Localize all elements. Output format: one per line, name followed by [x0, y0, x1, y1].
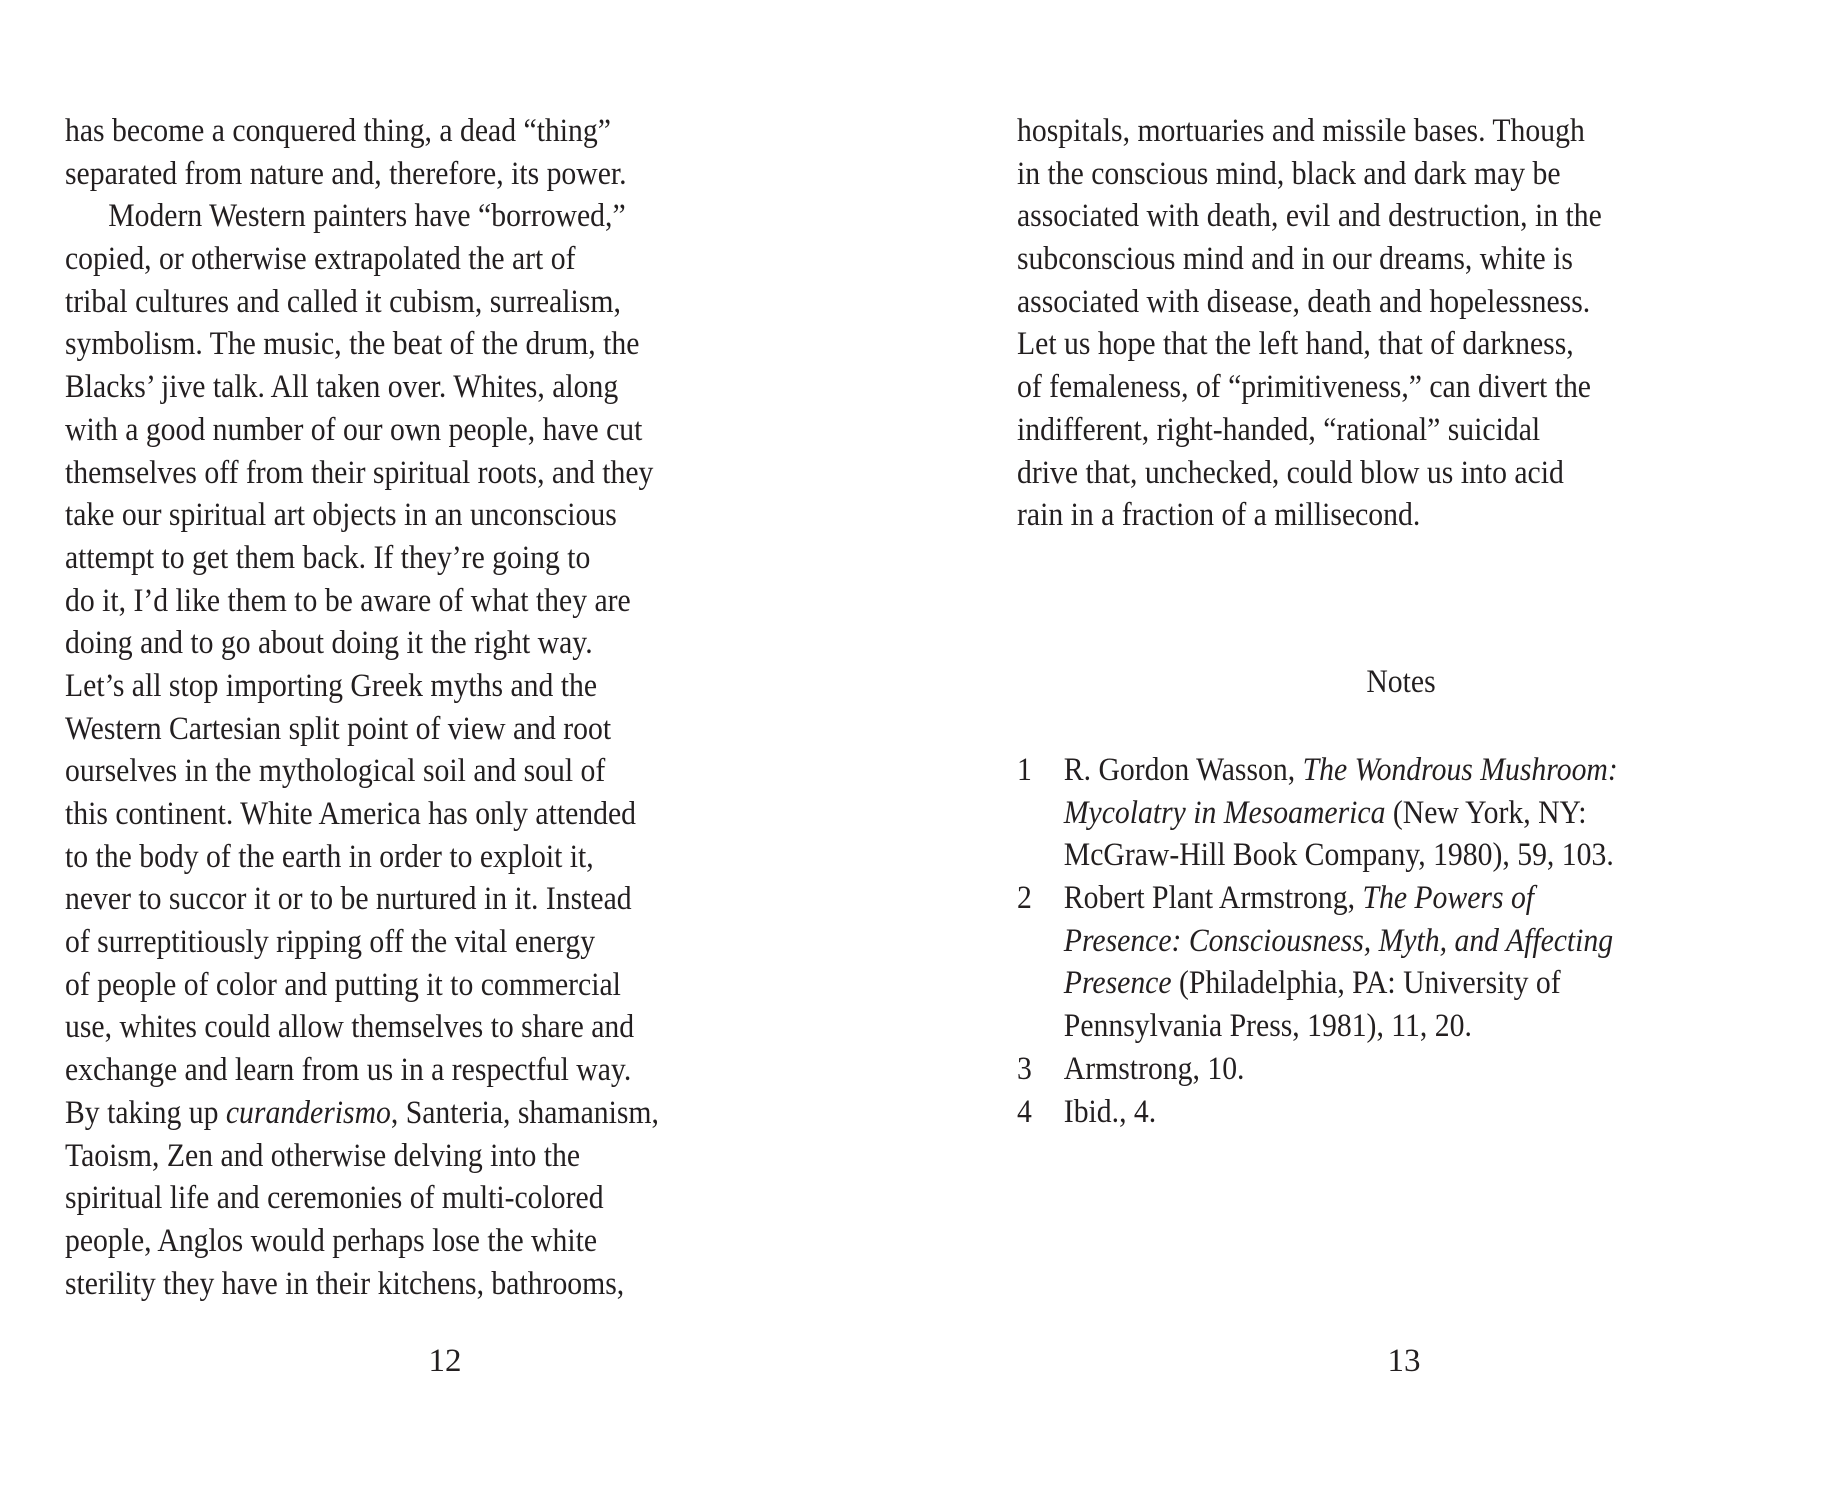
text-line: spiritual life and ceremonies of multi-colored — [65, 1180, 604, 1217]
text-line: Taoism, Zen and otherwise delving into the — [65, 1137, 581, 1174]
book-title: Presence: Consciousness, Myth, and Affecting — [1063, 922, 1614, 959]
page-number-left: 12 — [428, 1343, 462, 1379]
text-line: do it, I’d like them to be aware of what they are — [65, 582, 631, 619]
text-line: tribal cultures and called it cubism, surrealism, — [65, 283, 621, 320]
text-line: indifferent, right-handed, “rational” suicidal — [1017, 411, 1541, 448]
text-segment: (New York, NY: — [1385, 794, 1587, 831]
note-item — [1017, 1091, 1618, 1134]
text-line: sterility they have in their kitchens, bathrooms, — [65, 1265, 625, 1302]
text-line: associated with disease, death and hopelessness. — [1017, 283, 1591, 320]
text-line: rain in a fraction of a millisecond. — [1017, 497, 1421, 534]
note-text — [1064, 1091, 1156, 1134]
text-line: this continent. White America has only attended — [65, 796, 637, 832]
notes-list — [1017, 749, 1618, 1133]
text-segment: Armstrong, 10. — [1063, 1050, 1245, 1087]
book-title: Presence — [1063, 965, 1172, 1002]
paragraph-start-line: Modern Western painters have “borrowed,” — [108, 198, 626, 235]
text-line: of femaleness, of “primitiveness,” can divert the — [1017, 369, 1591, 406]
text-line: Blacks’ jive talk. All taken over. Whites, along — [65, 369, 619, 406]
text-line: symbolism. The music, the beat of the drum, the — [65, 326, 640, 363]
text-line: use, whites could allow themselves to share and — [65, 1009, 635, 1046]
text-segment: Ibid., 4. — [1063, 1093, 1157, 1130]
book-title: The Wondrous Mushroom: — [1302, 752, 1618, 788]
text-line: Let us hope that the left hand, that of darkness, — [1017, 326, 1574, 363]
text-segment: McGraw-Hill Book Company, 1980), 59, 103. — [1063, 837, 1614, 874]
text-line: Western Cartesian split point of view and root — [65, 710, 612, 747]
text-line: drive that, unchecked, could blow us into acid — [1017, 454, 1564, 491]
text-line: exchange and learn from us in a respectful way. — [65, 1052, 632, 1089]
text-line: in the conscious mind, black and dark may be — [1017, 155, 1561, 192]
text-segment: By taking up — [65, 1094, 226, 1131]
note-number: 3 — [1017, 1050, 1032, 1087]
note-text — [1064, 1048, 1245, 1091]
note-number: 4 — [1017, 1093, 1032, 1130]
text-line: themselves off from their spiritual roots, and they — [65, 454, 654, 491]
book-title: The Powers of — [1362, 880, 1535, 917]
text-segment: (Philadelphia, PA: University of — [1171, 965, 1561, 1002]
note-item — [1017, 1048, 1618, 1091]
text-line: never to succor it or to be nurtured in it. Instead — [65, 881, 632, 918]
italic-term: curanderismo — [225, 1094, 391, 1131]
text-line: with a good number of our own people, have cut — [65, 411, 643, 448]
text-line: take our spiritual art objects in an unconscious — [65, 497, 617, 534]
note-number: 1 — [1017, 752, 1032, 788]
text-line: attempt to get them back. If they’re going to — [65, 539, 591, 576]
text-line: subconscious mind and in our dreams, white is — [1017, 241, 1573, 278]
text-line: Let’s all stop importing Greek myths and the — [65, 667, 598, 704]
text-line: associated with death, evil and destruction, in the — [1017, 198, 1602, 235]
text-segment: , Santeria, shamanism, — [390, 1094, 659, 1131]
text-line: of people of color and putting it to commercial — [65, 966, 621, 1003]
text-segment: Robert Plant Armstrong, — [1063, 880, 1363, 917]
text-line: doing and to go about doing it the right way. — [65, 625, 593, 662]
text-line-with-italic — [65, 1092, 659, 1135]
page-number-right: 13 — [1387, 1343, 1421, 1379]
right-page — [921, 0, 1842, 1500]
note-item — [1017, 877, 1618, 1048]
text-line: ourselves in the mythological soil and soul of — [65, 753, 606, 790]
right-page-body-text — [1017, 110, 1602, 537]
note-item — [1017, 749, 1618, 877]
text-line: has become a conquered thing, a dead “thing” — [65, 113, 611, 149]
text-segment: R. Gordon Wasson, — [1063, 752, 1303, 788]
left-page-body-text — [65, 110, 659, 1305]
text-line: to the body of the earth in order to exploit it, — [65, 838, 594, 875]
text-line: hospitals, mortuaries and missile bases. Though — [1017, 113, 1585, 149]
text-line: copied, or otherwise extrapolated the art of — [65, 241, 576, 278]
note-text — [1064, 749, 1618, 877]
text-segment: Pennsylvania Press, 1981), 11, 20. — [1063, 1008, 1472, 1045]
note-text — [1064, 877, 1613, 1048]
book-title: Mycolatry in Mesoamerica — [1063, 794, 1386, 831]
notes-heading: Notes — [1366, 664, 1436, 700]
note-number: 2 — [1017, 880, 1032, 917]
text-line: separated from nature and, therefore, its power. — [65, 155, 627, 192]
text-line: people, Anglos would perhaps lose the white — [65, 1222, 598, 1259]
text-line: of surreptitiously ripping off the vital energy — [65, 924, 596, 961]
